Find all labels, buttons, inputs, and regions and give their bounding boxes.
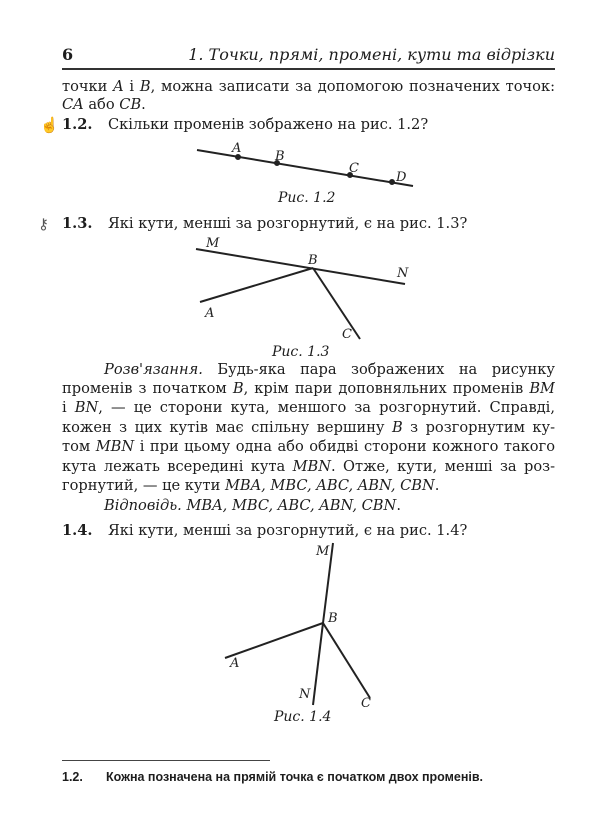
text: , крім пари доповняльних променів — [243, 380, 530, 397]
text: променів з початком — [62, 380, 233, 397]
text: точки — [62, 78, 114, 95]
problem-question: Скільки променів зображено на рис. 1.2? — [108, 116, 429, 133]
italic-text: B — [391, 419, 403, 436]
ray-ba — [200, 268, 313, 302]
footnote — [62, 770, 483, 784]
label-b: B — [308, 253, 318, 268]
problem-number: 1.3. — [62, 215, 93, 232]
ray-bc — [323, 623, 370, 698]
chapter-title: 1. Точки, прямі, промені, кути та відрізки — [188, 45, 555, 64]
text: . — [396, 497, 401, 514]
text: і — [123, 78, 140, 95]
key-icon: ⚷ — [38, 215, 49, 233]
solution-line — [62, 458, 555, 476]
problem-1-4 — [62, 522, 555, 540]
ray-bc — [313, 268, 360, 339]
figure-caption: Рис. 1.2 — [278, 190, 336, 206]
text: , можна записати за допомогою позначених точок: — [150, 78, 555, 95]
italic-text: B — [139, 78, 151, 95]
label-d: D — [396, 170, 407, 185]
text: , — це сторони кута, меншого за розгорнутий. Справді, — [98, 399, 555, 416]
text: або — [83, 96, 120, 113]
footnote-rule — [62, 760, 270, 761]
label-m: M — [316, 544, 330, 559]
text: Будь-яка пара зображених на рисунку — [202, 361, 555, 378]
problem-question: Які кути, менші за розгорнутий, є на рис. 1.3? — [108, 215, 468, 232]
solution-line — [62, 361, 555, 379]
figure-1-2 — [197, 150, 413, 186]
figure-1-3 — [196, 249, 405, 339]
line-mn — [196, 249, 405, 284]
italic-text: A — [113, 78, 124, 95]
solution-line — [62, 438, 555, 456]
italic-text: Розв'язання. — [104, 361, 203, 378]
label-b: B — [328, 611, 338, 626]
figure-caption: Рис. 1.3 — [272, 344, 330, 360]
text: горнутий, — це кути — [62, 477, 225, 494]
italic-text: MBN — [292, 458, 332, 475]
text: . Отже, кути, менші за роз- — [331, 458, 555, 475]
footnote-number: 1.2. — [62, 770, 83, 784]
problem-number: 1.4. — [62, 522, 93, 539]
label-n: N — [397, 266, 409, 281]
solution-line — [62, 419, 555, 437]
answer-line — [104, 497, 597, 515]
label-a: A — [205, 306, 215, 321]
italic-text: BN — [74, 399, 99, 416]
solution-line — [62, 477, 555, 495]
line — [197, 150, 413, 186]
text: том — [62, 438, 96, 455]
footnote-text: Кожна позначена на прямій точка є початком двох променів. — [106, 770, 484, 784]
italic-text: MBN — [95, 438, 135, 455]
figure-1-4 — [225, 543, 370, 705]
label-a: A — [232, 141, 242, 156]
label-c: C — [349, 161, 359, 176]
italic-text: BM — [529, 380, 555, 397]
hand-icon: ☝ — [40, 116, 59, 134]
italic-text: B — [232, 380, 244, 397]
figure-caption: Рис. 1.4 — [274, 709, 332, 725]
solution-line — [62, 380, 555, 398]
label-b: B — [275, 149, 285, 164]
text: і — [62, 399, 75, 416]
text: . — [434, 477, 440, 494]
ray-bn — [313, 623, 323, 705]
text: . — [141, 96, 146, 113]
italic-text: CB — [119, 96, 142, 113]
label-m: M — [206, 236, 220, 251]
point-d — [390, 180, 394, 184]
text: і при цьому одна або обидві сторони кожного такого — [134, 438, 555, 455]
solution-line — [62, 399, 555, 417]
page-number: 6 — [62, 45, 74, 64]
label-c: C — [342, 327, 352, 342]
text: кута лежать всередині кута — [62, 458, 293, 475]
italic-text: MBA, MBC, ABC, ABN, CBN — [224, 477, 435, 494]
label-n: N — [299, 687, 311, 702]
ray-ba — [225, 623, 323, 658]
text: з розгорнутим ку- — [402, 419, 555, 436]
text: кожен з цих кутів має спільну вершину — [62, 419, 392, 436]
problem-question: Які кути, менші за розгорнутий, є на рис. 1.4? — [108, 522, 468, 539]
label-c: C — [361, 696, 371, 711]
label-a: A — [230, 656, 240, 671]
problem-number: 1.2. — [62, 116, 93, 133]
italic-text: Відповідь. MBA, MBC, ABC, ABN, CBN — [104, 497, 397, 514]
italic-text: CA — [62, 96, 84, 113]
